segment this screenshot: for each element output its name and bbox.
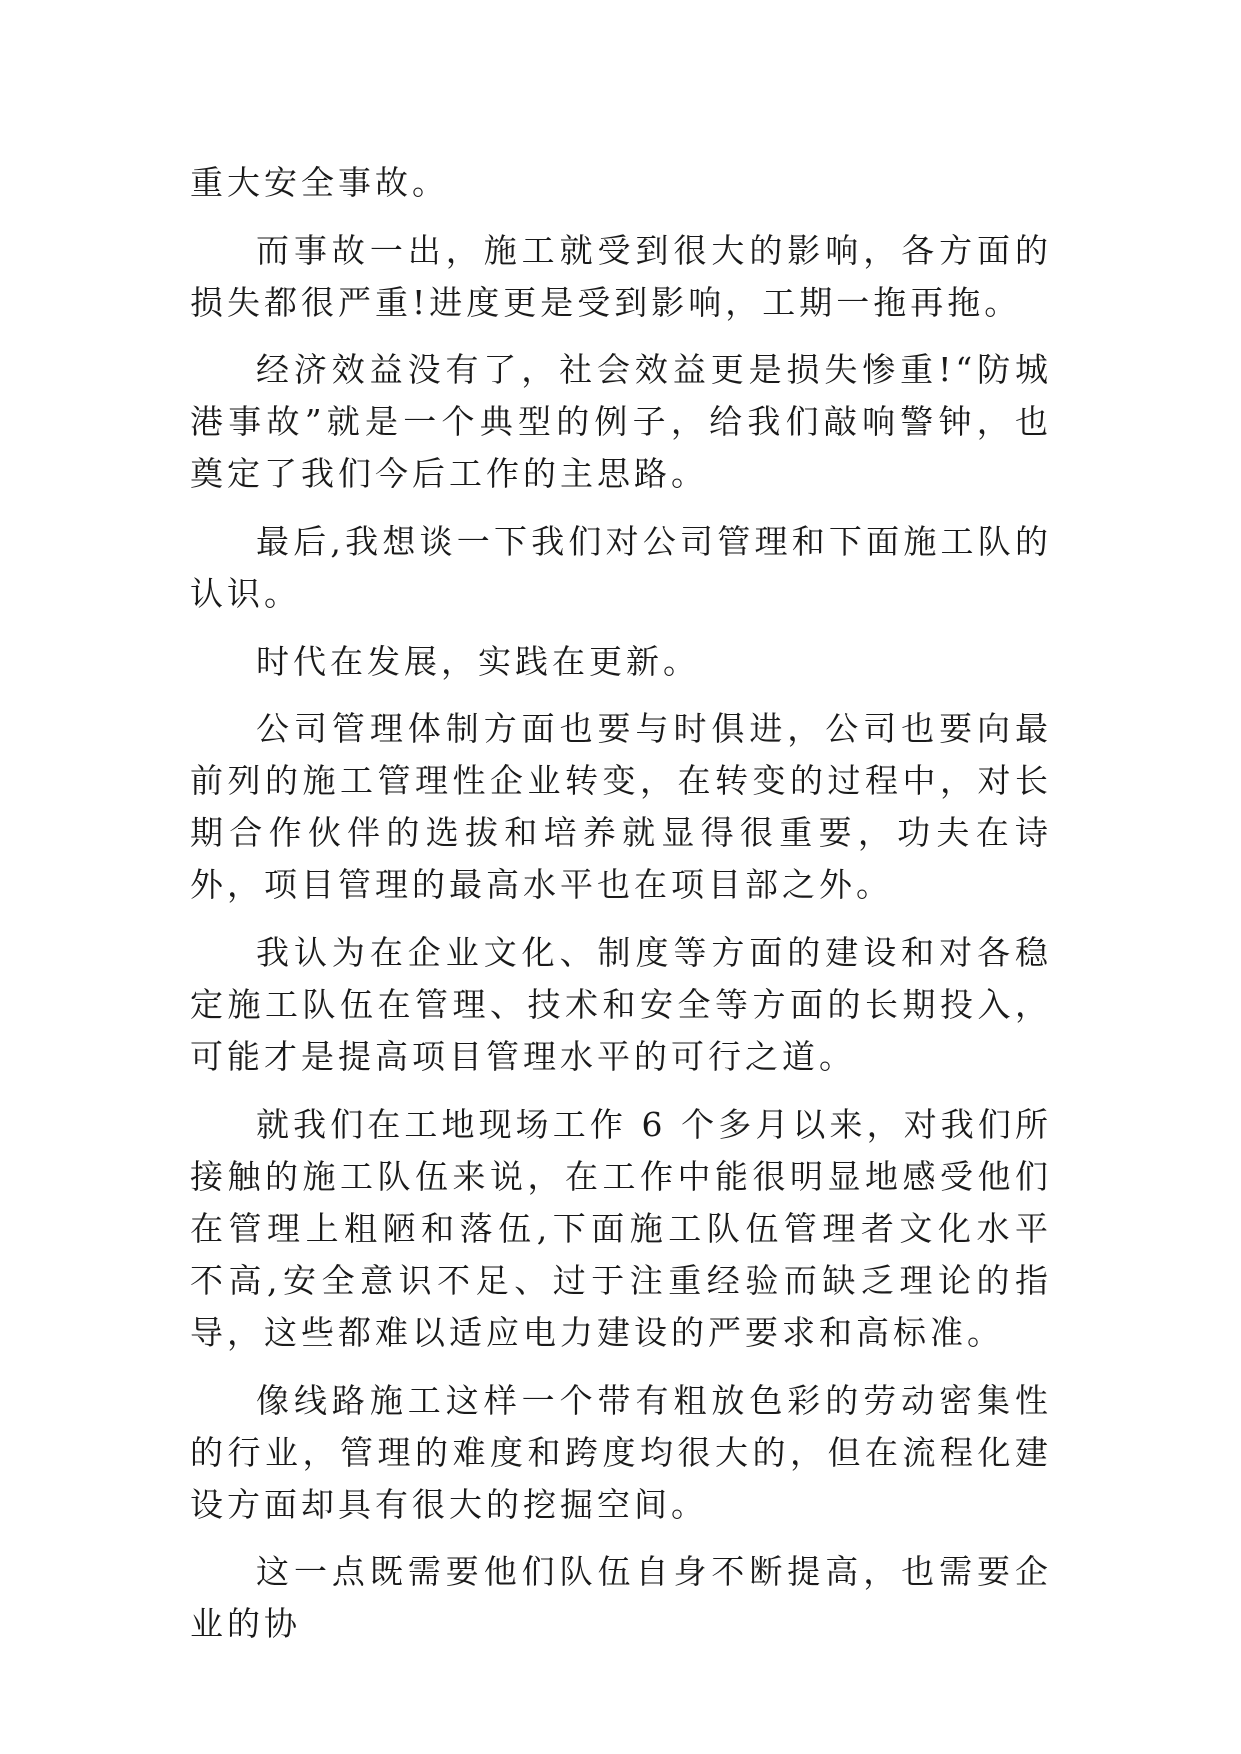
paragraph: 就我们在工地现场工作 6 个多月以来，对我们所接触的施工队伍来说，在工作中能很明显地感受他们在管理上粗陋和落伍,下面施工队伍管理者文化水平不高,安全意识不足、过于注重经验而缺乏理论的指导，这些都难以适应电力建设的严要求和高标准。 bbox=[190, 1104, 1052, 1352]
paragraph: 而事故一出，施工就受到很大的影响，各方面的损失都很严重!进度更是受到影响，工期一拖再拖。 bbox=[190, 230, 1052, 322]
document-body bbox=[190, 157, 1052, 1666]
paragraph: 经济效益没有了，社会效益更是损失惨重!“防城港事故”就是一个典型的例子，给我们敲响警钟，也奠定了我们今后工作的主思路。 bbox=[190, 350, 1052, 494]
paragraph: 最后,我想谈一下我们对公司管理和下面施工队的认识。 bbox=[190, 522, 1052, 614]
paragraph: 时代在发展，实践在更新。 bbox=[256, 641, 700, 681]
paragraph: 我认为在企业文化、制度等方面的建设和对各稳定施工队伍在管理、技术和安全等方面的长期投入，可能才是提高项目管理水平的可行之道。 bbox=[190, 933, 1052, 1077]
paragraph: 像线路施工这样一个带有粗放色彩的劳动密集性的行业，管理的难度和跨度均很大的，但在流程化建设方面却具有很大的挖掘空间。 bbox=[190, 1380, 1052, 1524]
paragraph: 重大安全事故。 bbox=[190, 163, 449, 202]
paragraph: 这一点既需要他们队伍自身不断提高，也需要企业的协 bbox=[190, 1552, 1052, 1644]
paragraph: 公司管理体制方面也要与时俱进，公司也要向最前列的施工管理性企业转变，在转变的过程中，对长期合作伙伴的选拔和培养就显得很重要，功夫在诗外，项目管理的最高水平也在项目部之外。 bbox=[190, 709, 1052, 905]
